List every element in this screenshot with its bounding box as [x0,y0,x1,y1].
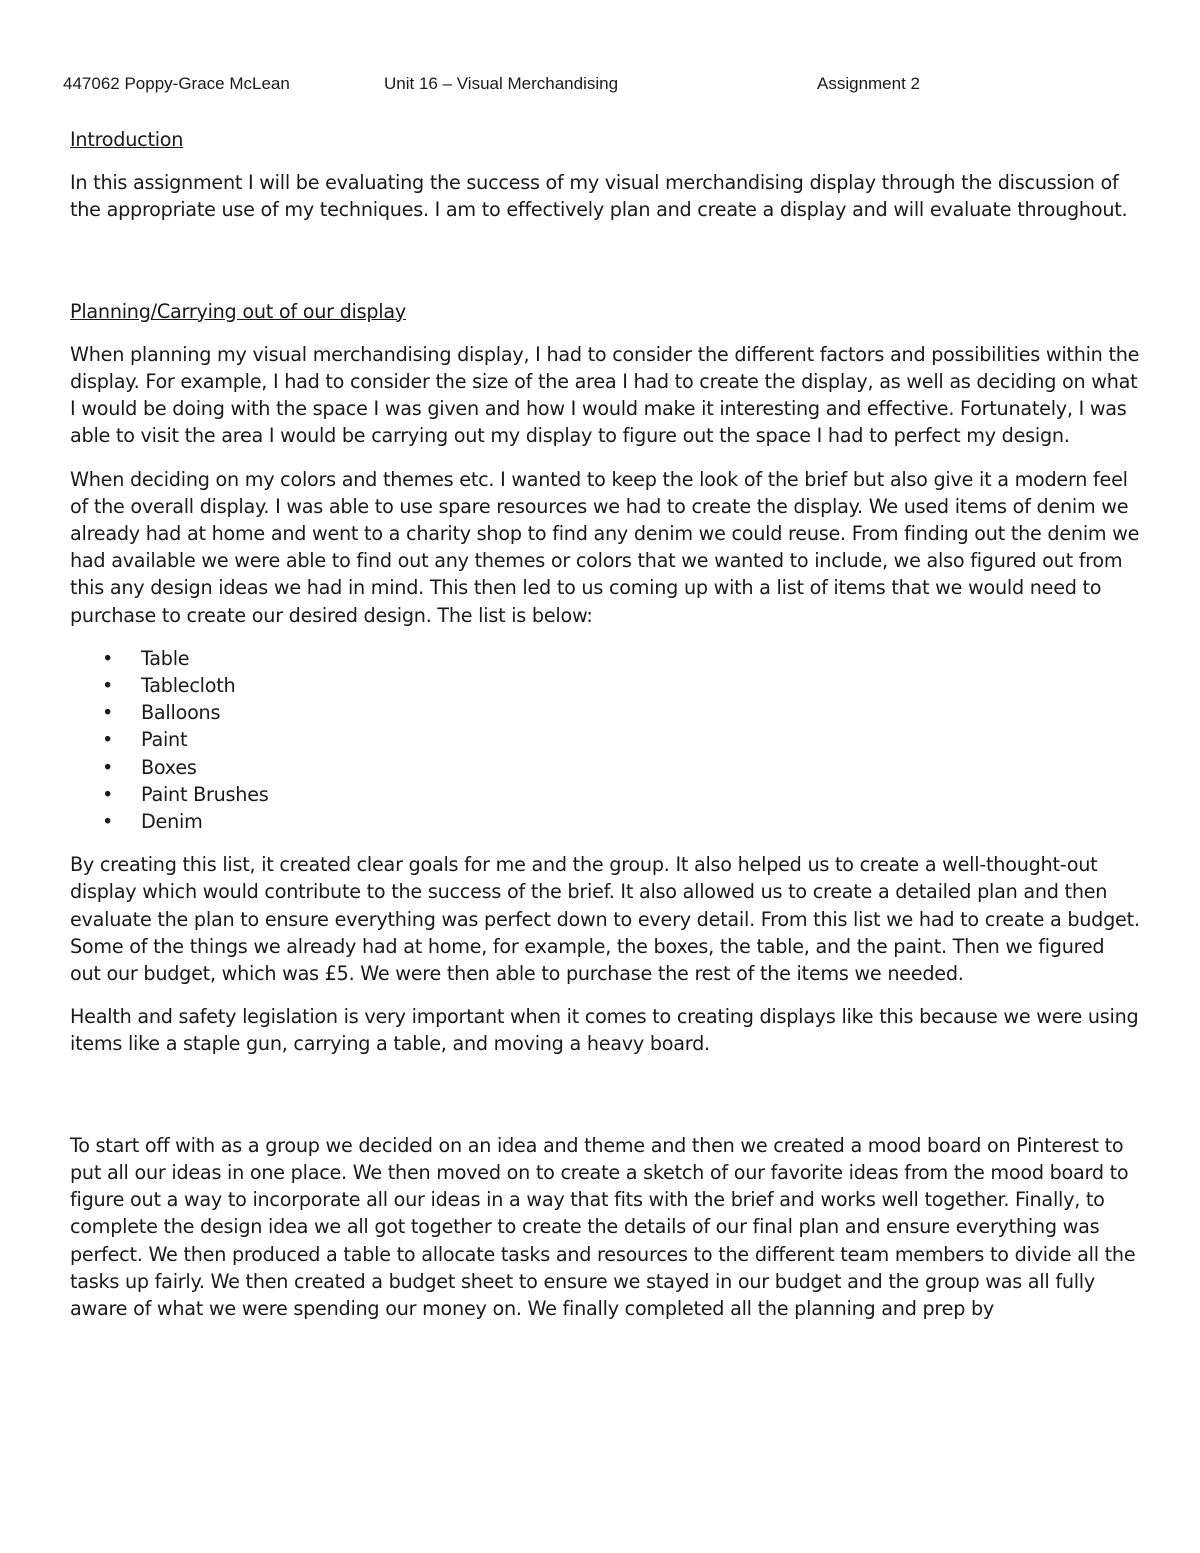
list-item [70,808,1140,835]
planning-paragraph-3: By creating this list, it created clear goals for me and the group. It also helped us to create a well-thought-out display which would contribute to the success of the brief. It also allowed us to create a detailed plan and then evaluate the plan to ensure everything was perfect down to every detail. From this list we had to create a budget. Some of the things we already had at home, for example, the boxes, the table, and the paint. Then we figured out our budget, which was £5. We were then able to purchase the rest of the items we needed. [70,853,1140,986]
bullet-icon: • [102,701,114,725]
start-paragraph: To start off with as a group we decided on an idea and theme and then we created a mood board on Pinterest to put all our ideas in one place. We then moved on to create a sketch of our favorite ideas from the mood board to figure out a way to incorporate all our ideas in a way that fits with the brief and works well together. Finally, to complete the design idea we all got together to create the details of our final plan and ensure everything was perfect. We then produced a table to allocate tasks and resources to the different team members to divide all the tasks up fairly. We then created a budget sheet to ensure we stayed in our budget and the group was all fully aware of what we were spending our money on. We finally completed all the planning and prep by [70,1133,1136,1320]
blank-space [70,240,1140,298]
list-item-label: Paint Brushes [141,782,269,806]
bullet-icon: • [102,646,114,670]
list-item-label: Tablecloth [141,674,236,698]
list-item-label: Balloons [141,701,221,725]
unit-title: Unit 16 – Visual Merchandising [384,74,619,93]
bullet-icon: • [102,782,114,806]
assignment-number: Assignment 2 [817,74,920,93]
list-item [70,754,1140,781]
intro-paragraph: In this assignment I will be evaluating the success of my visual merchandising display through the discussion of the appropriate use of my techniques. I am to effectively plan and create a display and will evaluate throughout. [70,171,1128,222]
list-item-label: Boxes [141,755,197,779]
list-item-label: Denim [141,810,203,834]
list-item [70,781,1140,808]
bullet-icon: • [102,810,114,834]
list-item [70,699,1140,726]
bullet-icon: • [102,728,114,752]
blank-space [70,1074,1140,1132]
items-list [70,645,1140,835]
list-item [70,672,1140,699]
planning-heading: Planning/Carrying out of our display [70,299,406,323]
document-body [70,126,1140,1338]
planning-paragraph-1: When planning my visual merchandising display, I had to consider the different factors and possibilities within the display. For example, I had to consider the size of the area I had to create the display, as well as deciding on what I would be doing with the space I was given and how I would make it interesting and effective. Fortunately, I was able to visit the area I would be carrying out my display to figure out the space I had to perfect my design. [70,342,1140,448]
bullet-icon: • [102,674,114,698]
student-id-name: 447062 Poppy-Grace McLean [63,74,290,93]
bullet-icon: • [102,755,114,779]
planning-paragraph-2: When deciding on my colors and themes etc. I wanted to keep the look of the brief but also give it a modern feel of the overall display. I was able to use spare resources we had to create the display. We used items of denim we already had at home and went to a charity shop to find any denim we could reuse. From finding out the denim we had available we were able to find out any themes or colors that we wanted to include, we also figured out from this any design ideas we had in mind. This then led to us coming up with a list of items that we would need to purchase to create our desired design. The list is below: [70,467,1140,627]
list-item-label: Paint [141,728,188,752]
list-item-label: Table [141,646,190,670]
page-header [0,74,1200,98]
list-item [70,645,1140,672]
health-safety-paragraph: Health and safety legislation is very important when it comes to creating displays like this because we were using items like a staple gun, carrying a table, and moving a heavy board. [70,1005,1139,1056]
intro-heading: Introduction [70,128,184,151]
list-item [70,726,1140,753]
